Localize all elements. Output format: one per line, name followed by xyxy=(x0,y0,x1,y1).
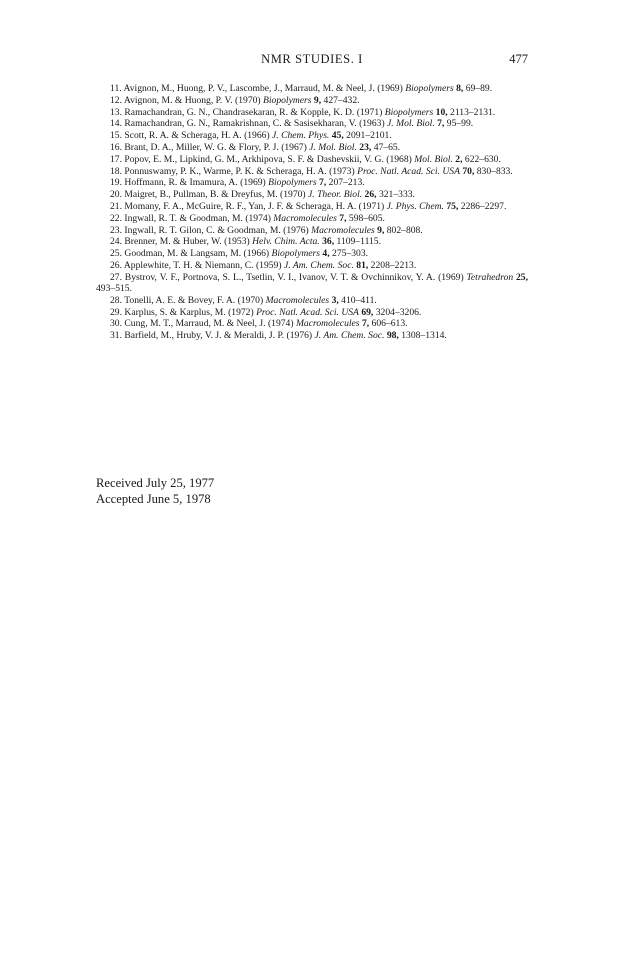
reference-number: 24. xyxy=(110,236,122,248)
reference-authors: Barfield, M., Hruby, V. J. & Meraldi, J. P. xyxy=(124,330,285,342)
reference-authors: Bystrov, V. F., Portnova, S. L., Tsetlin, V. I., Ivanov, V. T. & Ovchinnikov, Y. A. xyxy=(124,271,436,283)
reference-volume: 3, xyxy=(331,294,339,306)
reference-number: 29. xyxy=(110,306,122,318)
reference-number: 31. xyxy=(110,330,122,342)
reference-item xyxy=(96,83,528,94)
reference-authors: Avignon, M., Huong, P. V., Lascombe, J., Marraud, M. & Neel, J. xyxy=(123,83,375,94)
reference-authors: Avignon, M. & Huong, P. V. xyxy=(123,94,233,106)
reference-item xyxy=(96,118,528,129)
reference-year: (1971) xyxy=(356,106,383,118)
reference-authors: Applewhite, T. H. & Niemann, C. xyxy=(123,259,254,271)
reference-pages: 830–833. xyxy=(476,165,513,177)
reference-year: (1969) xyxy=(240,177,266,189)
reference-year: (1966) xyxy=(244,130,270,142)
reference-year: (1953) xyxy=(224,236,250,248)
reference-item xyxy=(96,130,528,141)
reference-journal: Mol. Biol. xyxy=(414,153,453,165)
reference-volume: 45, xyxy=(331,130,344,142)
reference-item xyxy=(96,225,528,236)
reference-item xyxy=(96,177,528,188)
reference-journal: J. Mol. Biol. xyxy=(387,118,435,130)
reference-journal: Biopolymers xyxy=(263,94,312,106)
reference-volume: 81, xyxy=(356,259,369,271)
reference-pages: 493–515. xyxy=(96,282,132,294)
reference-authors: Scott, R. A. & Scheraga, H. A. xyxy=(124,130,242,142)
accepted-date: Accepted June 5, 1978 xyxy=(96,492,211,506)
reference-volume: 25, xyxy=(515,271,528,283)
reference-item xyxy=(96,142,528,153)
reference-year: (1966) xyxy=(243,248,270,260)
reference-year: (1973) xyxy=(329,165,355,177)
reference-authors: Ingwall, R. T. & Goodman, M. xyxy=(124,212,243,224)
reference-authors: Goodman, M. & Langsam, M. xyxy=(124,248,242,260)
reference-year: (1969) xyxy=(438,271,464,283)
reference-journal: Proc. Natl. Acad. Sci. USA xyxy=(357,165,460,177)
reference-number: 30. xyxy=(110,318,122,330)
reference-journal: Biopolymers xyxy=(405,83,454,94)
reference-item xyxy=(96,166,528,177)
reference-volume: 8, xyxy=(456,83,464,94)
reference-item xyxy=(96,107,528,118)
page-header xyxy=(96,52,528,72)
reference-volume: 4, xyxy=(322,248,330,260)
reference-item xyxy=(96,248,528,259)
reference-number: 15. xyxy=(110,130,122,142)
reference-authors: Tonelli, A. E. & Bovey, F. A. xyxy=(124,294,236,306)
reference-pages: 3204–3206. xyxy=(375,306,422,318)
reference-year: (1971) xyxy=(358,200,385,212)
reference-year: (1970) xyxy=(280,189,306,201)
reference-year: (1972) xyxy=(228,306,254,318)
reference-volume: 70, xyxy=(462,165,475,177)
reference-pages: 47–65. xyxy=(373,141,401,153)
reference-pages: 69–89. xyxy=(465,83,493,94)
reference-number: 21. xyxy=(110,200,122,212)
reference-volume: 75, xyxy=(446,200,459,212)
reference-year: (1959) xyxy=(255,259,282,271)
reference-pages: 1109–1115. xyxy=(336,236,382,248)
reference-year: (1970) xyxy=(235,94,261,106)
reference-volume: 7, xyxy=(339,212,347,224)
reference-volume: 10, xyxy=(435,106,448,118)
reference-item xyxy=(96,295,528,306)
reference-journal: J. Chem. Phys. xyxy=(272,130,330,142)
reference-pages: 622–630. xyxy=(464,153,501,165)
reference-journal: Macromolecules xyxy=(311,224,375,236)
reference-number: 26. xyxy=(110,259,122,271)
reference-authors: Popov, E. M., Lipkind, G. M., Arkhipova, S. F. & Dashevskii, V. G. xyxy=(124,153,384,165)
reference-item xyxy=(96,154,528,165)
reference-number: 22. xyxy=(110,212,122,224)
reference-item xyxy=(96,318,528,329)
reference-number: 16. xyxy=(110,141,122,153)
reference-journal: Biopolymers xyxy=(384,106,434,118)
reference-number: 12. xyxy=(110,94,122,106)
reference-pages: 2113–2131. xyxy=(450,106,496,118)
reference-authors: Brant, D. A., Miller, W. G. & Flory, P. J. xyxy=(124,141,279,153)
running-title: NMR STUDIES. I xyxy=(261,52,363,66)
reference-journal: Biopolymers xyxy=(268,177,317,189)
reference-volume: 9, xyxy=(313,94,322,106)
reference-pages: 606–613. xyxy=(371,318,408,330)
reference-authors: Ramachandran, G. N., Chandrasekaran, R. & Kopple, K. D. xyxy=(124,106,355,118)
reference-journal: J. Am. Chem. Soc. xyxy=(283,259,354,271)
reference-journal: J. Mol. Biol. xyxy=(309,141,357,153)
reference-journal: Helv. Chim. Acta. xyxy=(252,236,320,248)
reference-pages: 275–303. xyxy=(332,248,369,260)
reference-number: 17. xyxy=(110,153,122,165)
reference-item xyxy=(96,213,528,224)
manuscript-dates xyxy=(96,475,214,507)
reference-year: (1969) xyxy=(377,83,403,94)
reference-authors: Momany, F. A., McGuire, R. F., Yan, J. F. & Scheraga, H. A. xyxy=(124,200,357,212)
reference-number: 28. xyxy=(110,294,122,306)
reference-year: (1974) xyxy=(267,318,294,330)
reference-number: 23. xyxy=(110,224,122,236)
page-number: 477 xyxy=(509,52,528,66)
reference-number: 27. xyxy=(110,271,122,283)
reference-volume: 36, xyxy=(322,236,335,248)
reference-year: (1970) xyxy=(237,294,264,306)
reference-pages: 598–605. xyxy=(348,212,385,224)
reference-number: 13. xyxy=(110,106,122,118)
reference-number: 14. xyxy=(110,118,122,130)
reference-number: 19. xyxy=(110,177,122,189)
reference-journal: Biopolymers xyxy=(271,248,321,260)
reference-list xyxy=(96,83,528,342)
reference-pages: 2208–2213. xyxy=(370,259,417,271)
reference-authors: Cung, M. T., Marraud, M. & Neel, J. xyxy=(124,318,266,330)
reference-authors: Hoffmann, R. & Imamura, A. xyxy=(124,177,238,189)
reference-pages: 410–411. xyxy=(341,294,377,306)
reference-year: (1963) xyxy=(359,118,385,130)
reference-year: (1968) xyxy=(386,153,412,165)
reference-number: 20. xyxy=(110,189,122,201)
reference-pages: 321–333. xyxy=(378,189,415,201)
reference-item xyxy=(96,236,528,247)
reference-pages: 427–432. xyxy=(323,94,360,106)
reference-number: 25. xyxy=(110,248,122,260)
reference-item xyxy=(96,272,528,294)
reference-item xyxy=(96,307,528,318)
reference-authors: Ponnuswamy, P. K., Warme, P. K. & Scheraga, H. A. xyxy=(124,165,327,177)
reference-item xyxy=(96,260,528,271)
received-date: Received July 25, 1977 xyxy=(96,476,215,490)
reference-pages: 2091–2101. xyxy=(346,130,392,142)
reference-authors: Ingwall, R. T. Gilon, C. & Goodman, M. xyxy=(124,224,281,236)
reference-year: (1976) xyxy=(286,330,313,342)
reference-authors: Brenner, M. & Huber, W. xyxy=(124,236,222,248)
reference-item xyxy=(96,189,528,200)
reference-pages: 207–213. xyxy=(328,177,365,189)
reference-volume: 7, xyxy=(361,318,370,330)
reference-number: 11. xyxy=(110,83,122,94)
reference-volume: 2, xyxy=(455,153,463,165)
reference-volume: 26, xyxy=(364,189,377,201)
reference-journal: Macromolecules xyxy=(273,212,337,224)
reference-authors: Ramachandran, G. N., Ramakrishnan, C. & Sasisekharan, V. xyxy=(124,118,357,130)
reference-pages: 1308–1314. xyxy=(401,330,447,342)
reference-pages: 802–808. xyxy=(386,224,423,236)
reference-authors: Karplus, S. & Karplus, M. xyxy=(124,306,226,318)
reference-year: (1976) xyxy=(283,224,309,236)
reference-item xyxy=(96,330,528,341)
reference-volume: 7, xyxy=(319,177,327,189)
reference-journal: Macromolecules xyxy=(295,318,360,330)
reference-pages: 2286–2297. xyxy=(460,200,507,212)
reference-year: (1967) xyxy=(281,141,307,153)
reference-item xyxy=(96,95,528,106)
reference-journal: Proc. Natl. Acad. Sci. USA xyxy=(256,306,359,318)
reference-number: 18. xyxy=(110,165,122,177)
reference-journal: J. Phys. Chem. xyxy=(386,200,444,212)
reference-volume: 69, xyxy=(361,306,374,318)
reference-authors: Maigret, B., Pullman, B. & Dreyfus, M. xyxy=(124,189,278,201)
reference-year: (1974) xyxy=(245,212,271,224)
reference-volume: 98, xyxy=(386,330,399,342)
reference-volume: 23, xyxy=(359,141,372,153)
reference-volume: 9, xyxy=(377,224,385,236)
reference-journal: Macromolecules xyxy=(265,294,330,306)
reference-journal: J. Am. Chem. Soc. xyxy=(314,330,385,342)
reference-journal: J. Theor. Biol. xyxy=(308,189,363,201)
reference-volume: 7, xyxy=(437,118,445,130)
reference-item xyxy=(96,201,528,212)
reference-journal: Tetrahedron xyxy=(466,271,514,283)
reference-pages: 95–99. xyxy=(446,118,474,130)
